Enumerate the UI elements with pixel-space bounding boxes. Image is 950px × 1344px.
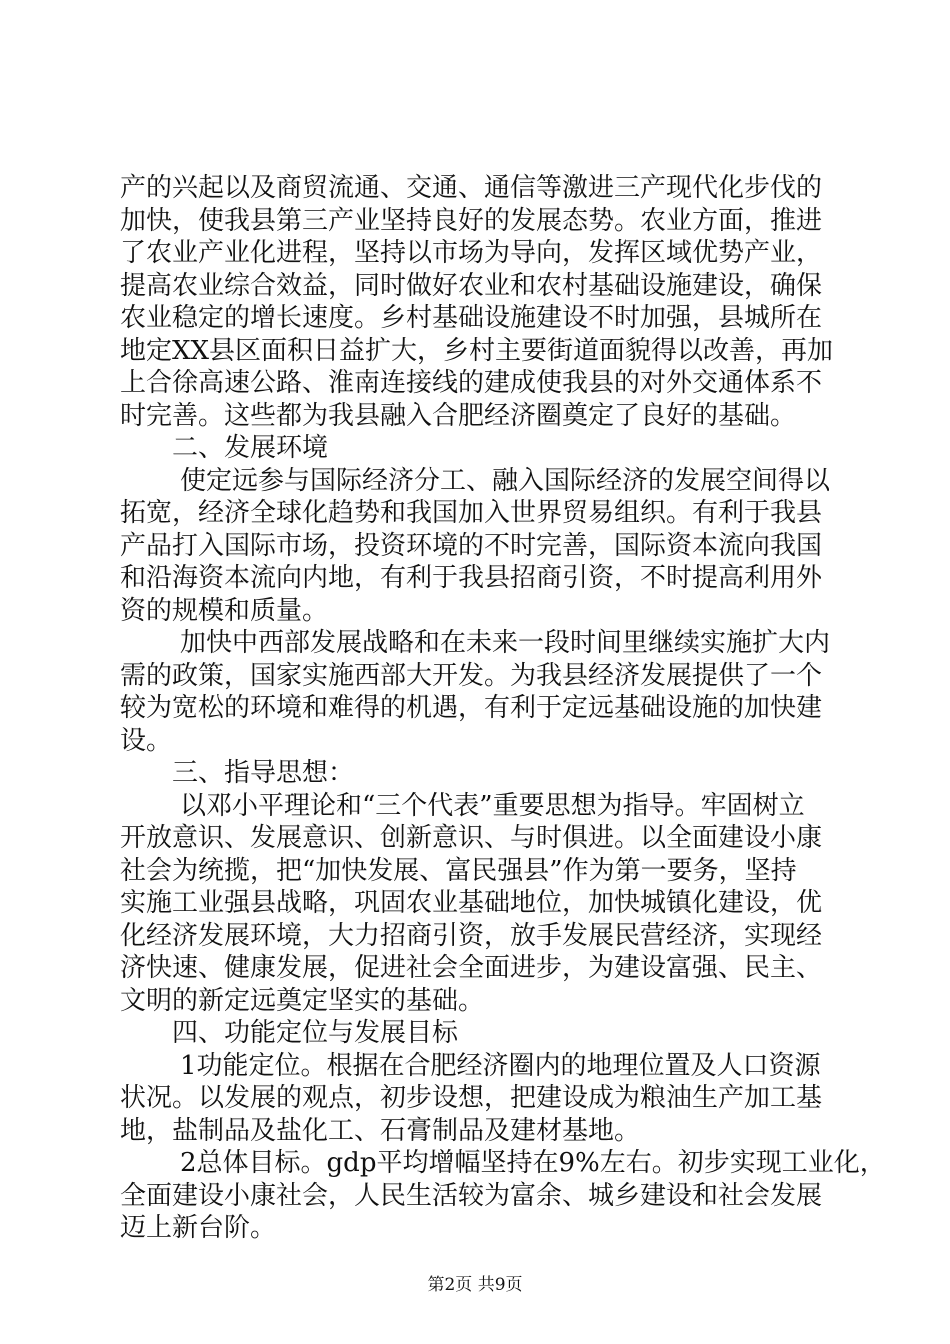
section-heading: 四、功能定位与发展目标 xyxy=(172,1018,459,1048)
body-line: 了农业产业化进程，坚持以市场为导向，发挥区域优势产业， xyxy=(120,238,823,268)
section-heading: 二、发展环境 xyxy=(172,433,329,463)
body-line: 产品打入国际市场，投资环境的不时完善，国际资本流向我国 xyxy=(120,530,823,561)
body-line: 提高农业综合效益，同时做好农业和农村基础设施建设，确保 xyxy=(120,270,823,301)
body-line: 拓宽，经济全球化趋势和我国加入世界贸易组织。有利于我县 xyxy=(120,498,823,528)
body-line: 化经济发展环境，大力招商引资，放手发展民营经济，实现经 xyxy=(120,920,823,951)
body-line: 地，盐制品及盐化工、石膏制品及建材基地。 xyxy=(120,1115,641,1146)
body-line: 2总体目标。gdp平均增幅坚持在9%左右。初步实现工业化， xyxy=(180,1148,886,1178)
body-line: 农业稳定的增长速度。乡村基础设施建设不时加强，县城所在 xyxy=(120,303,823,333)
body-line: 需的政策，国家实施西部大开发。为我县经济发展提供了一个 xyxy=(120,660,823,691)
body-line: 济快速、健康发展，促进社会全面进步，为建设富强、民主、 xyxy=(120,953,823,983)
body-line: 较为宽松的环境和难得的机遇，有利于定远基础设施的加快建 xyxy=(120,693,823,723)
page-number-footer: 第2页 共9页 xyxy=(427,1275,523,1295)
body-line: 地定XX县区面积日益扩大，乡村主要街道面貌得以改善，再加 xyxy=(120,335,834,366)
body-line: 产的兴起以及商贸流通、交通、通信等激进三产现代化步伐的 xyxy=(120,173,823,203)
body-line: 社会为统揽，把“加快发展、富民强县”作为第一要务，坚持 xyxy=(120,855,797,886)
body-line: 加快，使我县第三产业坚持良好的发展态势。农业方面，推进 xyxy=(120,205,823,236)
document-body xyxy=(120,172,886,1245)
body-line: 时完善。这些都为我县融入合肥经济圈奠定了良好的基础。 xyxy=(120,400,797,431)
body-line: 设。 xyxy=(120,725,173,756)
body-line: 开放意识、发展意识、创新意识、与时俱进。以全面建设小康 xyxy=(120,823,823,853)
body-line: 资的规模和质量。 xyxy=(120,595,329,626)
body-line: 使定远参与国际经济分工、融入国际经济的发展空间得以 xyxy=(180,465,831,496)
body-line: 和沿海资本流向内地，有利于我县招商引资，不时提高利用外 xyxy=(120,563,823,593)
body-line: 1功能定位。根据在合肥经济圈内的地理位置及人口资源 xyxy=(180,1050,821,1081)
section-heading: 三、指导思想： xyxy=(172,758,355,788)
body-line: 全面建设小康社会，人民生活较为富余、城乡建设和社会发展 xyxy=(120,1180,823,1211)
body-line: 迈上新台阶。 xyxy=(120,1213,277,1243)
body-line: 文明的新定远奠定坚实的基础。 xyxy=(120,985,485,1016)
body-line: 状况。以发展的观点，初步设想，把建设成为粮油生产加工基 xyxy=(120,1083,823,1113)
body-line: 上合徐高速公路、淮南连接线的建成使我县的对外交通体系不 xyxy=(120,368,823,398)
body-line: 加快中西部发展战略和在未来一段时间里继续实施扩大内 xyxy=(180,628,831,658)
body-line: 实施工业强县战略，巩固农业基础地位，加快城镇化建设，优 xyxy=(120,888,823,918)
body-line: 以邓小平理论和“三个代表”重要思想为指导。牢固树立 xyxy=(180,790,805,821)
